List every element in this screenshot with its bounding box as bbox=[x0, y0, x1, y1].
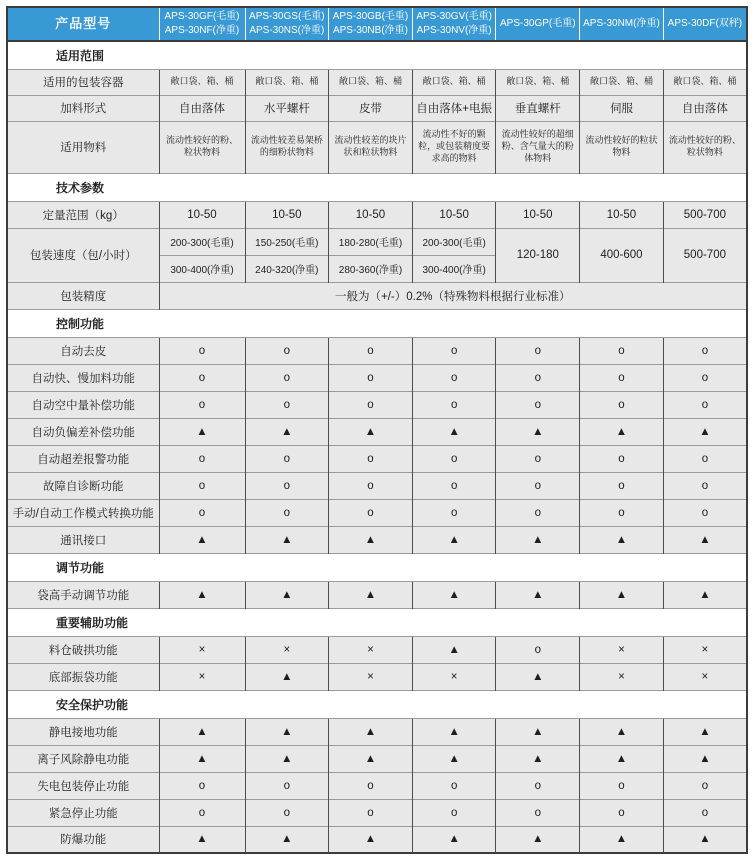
cell: o bbox=[245, 472, 329, 499]
cell: 皮带 bbox=[329, 95, 413, 121]
row-label: 静电接地功能 bbox=[7, 718, 159, 745]
cell: o bbox=[245, 364, 329, 391]
cell: × bbox=[329, 636, 413, 663]
cell: o bbox=[329, 445, 413, 472]
cell: 敞口袋、箱、桶 bbox=[159, 69, 245, 95]
cell: 自由落体+电振 bbox=[412, 95, 496, 121]
cell: o bbox=[663, 772, 747, 799]
cell: ▲ bbox=[496, 526, 580, 553]
cell: o bbox=[412, 499, 496, 526]
cell: o bbox=[496, 636, 580, 663]
cell: o bbox=[580, 799, 664, 826]
cell: o bbox=[329, 472, 413, 499]
header-row bbox=[7, 7, 747, 41]
row-label: 防爆功能 bbox=[7, 826, 159, 853]
cell: o bbox=[496, 364, 580, 391]
model-column-header bbox=[496, 7, 580, 41]
model-column-header bbox=[159, 7, 245, 41]
row-label: 加料形式 bbox=[7, 95, 159, 121]
table-row bbox=[7, 663, 747, 690]
cell: ▲ bbox=[412, 636, 496, 663]
cell: o bbox=[329, 364, 413, 391]
section-row bbox=[7, 553, 747, 581]
cell: o bbox=[329, 799, 413, 826]
cell: 300-400(净重) bbox=[159, 255, 245, 282]
cell: o bbox=[580, 337, 664, 364]
table-row bbox=[7, 826, 747, 853]
cell: × bbox=[159, 663, 245, 690]
row-label: 紧急停止功能 bbox=[7, 799, 159, 826]
cell: ▲ bbox=[245, 663, 329, 690]
cell: o bbox=[496, 445, 580, 472]
row-label: 自动空中量补偿功能 bbox=[7, 391, 159, 418]
cell: o bbox=[663, 472, 747, 499]
cell: o bbox=[412, 772, 496, 799]
cell: ▲ bbox=[412, 718, 496, 745]
section-title: 适用范围 bbox=[7, 41, 747, 69]
model-column-header bbox=[580, 7, 664, 41]
cell: o bbox=[580, 772, 664, 799]
row-label: 故障自诊断功能 bbox=[7, 472, 159, 499]
cell: ▲ bbox=[663, 526, 747, 553]
cell: 流动性较好的粉、粒状物料 bbox=[159, 121, 245, 173]
cell: 敞口袋、箱、桶 bbox=[663, 69, 747, 95]
model-name-line: APS-30NB(净重) bbox=[332, 25, 408, 36]
cell: ▲ bbox=[329, 418, 413, 445]
cell: × bbox=[159, 636, 245, 663]
row-label: 自动超差报警功能 bbox=[7, 445, 159, 472]
cell: ▲ bbox=[496, 745, 580, 772]
section-title: 控制功能 bbox=[7, 309, 747, 337]
cell: ▲ bbox=[496, 663, 580, 690]
cell: 敞口袋、箱、桶 bbox=[329, 69, 413, 95]
row-label: 失电包装停止功能 bbox=[7, 772, 159, 799]
cell: 水平螺杆 bbox=[245, 95, 329, 121]
cell: ▲ bbox=[159, 718, 245, 745]
cell: ▲ bbox=[412, 418, 496, 445]
cell: 10-50 bbox=[329, 201, 413, 228]
row-label: 袋高手动调节功能 bbox=[7, 581, 159, 608]
cell: ▲ bbox=[412, 745, 496, 772]
section-row bbox=[7, 309, 747, 337]
cell: o bbox=[580, 445, 664, 472]
cell: o bbox=[496, 391, 580, 418]
row-label: 适用的包装容器 bbox=[7, 69, 159, 95]
cell: ▲ bbox=[496, 581, 580, 608]
table-row bbox=[7, 526, 747, 553]
cell: ▲ bbox=[245, 745, 329, 772]
cell: ▲ bbox=[412, 581, 496, 608]
table-row bbox=[7, 391, 747, 418]
cell: o bbox=[245, 391, 329, 418]
section-title: 技术参数 bbox=[7, 173, 747, 201]
cell: ▲ bbox=[663, 718, 747, 745]
cell: 流动性较差的块片状和粒状物料 bbox=[329, 121, 413, 173]
model-name-line: APS-30GV(毛重) bbox=[416, 10, 492, 22]
cell: ▲ bbox=[580, 826, 664, 853]
cell: 240-320(净重) bbox=[245, 255, 329, 282]
cell: 10-50 bbox=[159, 201, 245, 228]
cell: 200-300(毛重) bbox=[159, 228, 245, 255]
row-label: 离子风除静电功能 bbox=[7, 745, 159, 772]
cell: o bbox=[663, 445, 747, 472]
table-row bbox=[7, 799, 747, 826]
table-row bbox=[7, 636, 747, 663]
cell: ▲ bbox=[580, 745, 664, 772]
cell: o bbox=[329, 772, 413, 799]
cell: 400-600 bbox=[580, 228, 664, 282]
model-column-header bbox=[245, 7, 329, 41]
section-title: 安全保护功能 bbox=[7, 690, 747, 718]
cell: ▲ bbox=[496, 718, 580, 745]
cell: o bbox=[663, 391, 747, 418]
cell: 150-250(毛重) bbox=[245, 228, 329, 255]
cell: o bbox=[245, 799, 329, 826]
cell: o bbox=[496, 499, 580, 526]
cell: ▲ bbox=[663, 581, 747, 608]
model-name-line: APS-30GP(毛重) bbox=[500, 17, 576, 29]
cell: o bbox=[159, 337, 245, 364]
cell: 500-700 bbox=[663, 201, 747, 228]
model-name-line: APS-30GB(毛重) bbox=[332, 10, 409, 22]
cell: ▲ bbox=[159, 581, 245, 608]
cell: ▲ bbox=[496, 418, 580, 445]
cell: 敞口袋、箱、桶 bbox=[580, 69, 664, 95]
cell: ▲ bbox=[412, 826, 496, 853]
cell: 180-280(毛重) bbox=[329, 228, 413, 255]
table-row bbox=[7, 282, 747, 309]
cell: ▲ bbox=[329, 718, 413, 745]
row-label: 包装速度（包/小时） bbox=[7, 228, 159, 282]
cell: ▲ bbox=[245, 826, 329, 853]
product-spec-table bbox=[6, 6, 748, 854]
cell: o bbox=[580, 391, 664, 418]
cell: × bbox=[245, 636, 329, 663]
cell: 10-50 bbox=[245, 201, 329, 228]
cell: o bbox=[496, 472, 580, 499]
section-row bbox=[7, 608, 747, 636]
section-row bbox=[7, 173, 747, 201]
cell: o bbox=[329, 337, 413, 364]
cell: o bbox=[245, 445, 329, 472]
cell: o bbox=[159, 445, 245, 472]
section-row bbox=[7, 690, 747, 718]
model-name-line: APS-30NS(净重) bbox=[249, 25, 325, 36]
table-row bbox=[7, 718, 747, 745]
cell: o bbox=[496, 772, 580, 799]
table-row bbox=[7, 772, 747, 799]
row-label: 适用物料 bbox=[7, 121, 159, 173]
model-name-line: APS-30NV(净重) bbox=[416, 25, 492, 36]
model-name-line: APS-30GS(毛重) bbox=[249, 10, 325, 22]
cell: ▲ bbox=[412, 526, 496, 553]
cell: o bbox=[580, 472, 664, 499]
cell: ▲ bbox=[245, 581, 329, 608]
cell: ▲ bbox=[580, 581, 664, 608]
model-name-line: APS-30NF(净重) bbox=[164, 25, 240, 36]
section-title: 调节功能 bbox=[7, 553, 747, 581]
cell: 流动性较好的粒状物料 bbox=[580, 121, 664, 173]
cell: 垂直螺杆 bbox=[496, 95, 580, 121]
cell: 流动性较好的粉、粒状物料 bbox=[663, 121, 747, 173]
cell: ▲ bbox=[159, 826, 245, 853]
model-name-line: APS-30GF(毛重) bbox=[164, 10, 240, 22]
cell: × bbox=[412, 663, 496, 690]
cell: o bbox=[159, 472, 245, 499]
row-label: 手动/自动工作模式转换功能 bbox=[7, 499, 159, 526]
cell: ▲ bbox=[580, 526, 664, 553]
cell: 10-50 bbox=[580, 201, 664, 228]
section-row bbox=[7, 41, 747, 69]
cell: ▲ bbox=[496, 826, 580, 853]
table-row bbox=[7, 69, 747, 95]
table-row bbox=[7, 445, 747, 472]
cell: o bbox=[663, 499, 747, 526]
cell: × bbox=[580, 636, 664, 663]
cell: × bbox=[663, 636, 747, 663]
cell: ▲ bbox=[663, 745, 747, 772]
cell: × bbox=[663, 663, 747, 690]
cell: ▲ bbox=[159, 418, 245, 445]
cell: o bbox=[412, 391, 496, 418]
cell: ▲ bbox=[329, 526, 413, 553]
cell: 伺服 bbox=[580, 95, 664, 121]
model-column-header bbox=[663, 7, 747, 41]
cell: o bbox=[580, 499, 664, 526]
cell: o bbox=[580, 364, 664, 391]
table-row bbox=[7, 95, 747, 121]
model-name-line: APS-30DF(双秤) bbox=[667, 17, 743, 29]
row-label: 通讯接口 bbox=[7, 526, 159, 553]
cell: ▲ bbox=[245, 718, 329, 745]
cell: o bbox=[663, 337, 747, 364]
cell: ▲ bbox=[245, 526, 329, 553]
cell: o bbox=[245, 499, 329, 526]
row-label: 包装精度 bbox=[7, 282, 159, 309]
cell: 500-700 bbox=[663, 228, 747, 282]
cell: ▲ bbox=[245, 418, 329, 445]
cell: o bbox=[245, 772, 329, 799]
cell: o bbox=[159, 364, 245, 391]
cell: o bbox=[663, 364, 747, 391]
model-name-line: APS-30NM(净重) bbox=[583, 17, 660, 29]
cell: o bbox=[329, 499, 413, 526]
model-column-header bbox=[329, 7, 413, 41]
cell: 敞口袋、箱、桶 bbox=[245, 69, 329, 95]
cell: ▲ bbox=[329, 581, 413, 608]
cell: 流动性不好的颗粒，或包装精度要求高的物料 bbox=[412, 121, 496, 173]
cell: o bbox=[412, 337, 496, 364]
row-label: 底部振袋功能 bbox=[7, 663, 159, 690]
table-row bbox=[7, 364, 747, 391]
cell: 300-400(净重) bbox=[412, 255, 496, 282]
row-label: 自动去皮 bbox=[7, 337, 159, 364]
model-column-header bbox=[412, 7, 496, 41]
table-row bbox=[7, 418, 747, 445]
table-row bbox=[7, 581, 747, 608]
spec-table-body bbox=[7, 41, 747, 853]
table-row bbox=[7, 499, 747, 526]
table-row bbox=[7, 745, 747, 772]
section-title: 重要辅助功能 bbox=[7, 608, 747, 636]
cell: 120-180 bbox=[496, 228, 580, 282]
cell: o bbox=[663, 799, 747, 826]
cell: ▲ bbox=[663, 418, 747, 445]
cell: ▲ bbox=[159, 526, 245, 553]
cell: × bbox=[329, 663, 413, 690]
cell: 敞口袋、箱、桶 bbox=[496, 69, 580, 95]
table-row bbox=[7, 228, 747, 255]
row-label: 料仓破拱功能 bbox=[7, 636, 159, 663]
cell: o bbox=[159, 772, 245, 799]
cell: 10-50 bbox=[412, 201, 496, 228]
cell: ▲ bbox=[580, 418, 664, 445]
cell: o bbox=[159, 499, 245, 526]
cell: o bbox=[496, 337, 580, 364]
table-row bbox=[7, 472, 747, 499]
cell: o bbox=[159, 391, 245, 418]
cell: o bbox=[412, 472, 496, 499]
cell: 一般为（+/-）0.2%（特殊物料根据行业标准） bbox=[159, 282, 747, 309]
cell: o bbox=[412, 799, 496, 826]
table-row bbox=[7, 201, 747, 228]
cell: 流动性较好的超细粉、含气量大的粉体物料 bbox=[496, 121, 580, 173]
cell: ▲ bbox=[159, 745, 245, 772]
cell: o bbox=[329, 391, 413, 418]
cell: 10-50 bbox=[496, 201, 580, 228]
cell: ▲ bbox=[663, 826, 747, 853]
cell: 280-360(净重) bbox=[329, 255, 413, 282]
cell: ▲ bbox=[329, 826, 413, 853]
product-model-header: 产品型号 bbox=[7, 7, 159, 41]
row-label: 自动快、慢加料功能 bbox=[7, 364, 159, 391]
cell: 自由落体 bbox=[663, 95, 747, 121]
cell: o bbox=[496, 799, 580, 826]
cell: ▲ bbox=[580, 718, 664, 745]
row-label: 自动负偏差补偿功能 bbox=[7, 418, 159, 445]
cell: ▲ bbox=[329, 745, 413, 772]
cell: 200-300(毛重) bbox=[412, 228, 496, 255]
cell: o bbox=[412, 445, 496, 472]
cell: o bbox=[159, 799, 245, 826]
table-row bbox=[7, 121, 747, 173]
cell: o bbox=[245, 337, 329, 364]
cell: 敞口袋、箱、桶 bbox=[412, 69, 496, 95]
cell: × bbox=[580, 663, 664, 690]
cell: 自由落体 bbox=[159, 95, 245, 121]
table-row bbox=[7, 337, 747, 364]
cell: 流动性较差易架桥的细粉状物料 bbox=[245, 121, 329, 173]
row-label: 定量范围（kg） bbox=[7, 201, 159, 228]
cell: o bbox=[412, 364, 496, 391]
